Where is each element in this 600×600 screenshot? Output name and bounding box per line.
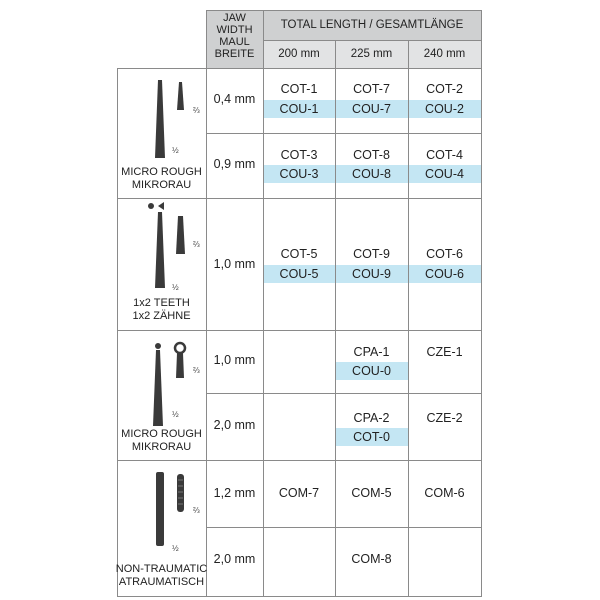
table-cell: COU-7 <box>352 102 391 116</box>
length-200: 200 mm <box>278 48 320 60</box>
table-cell: COU-4 <box>425 167 464 181</box>
length-225: 225 mm <box>350 48 393 60</box>
group-label: 1x2 ZÄHNE <box>132 310 191 322</box>
group-label: 1x2 TEETH <box>133 297 190 309</box>
table-cell: COU-1 <box>279 102 319 116</box>
group-label: ATRAUMATISCH <box>118 576 205 588</box>
fraction-label: ⅔ <box>193 106 200 115</box>
table-cell: COU-3 <box>279 167 319 181</box>
total-length-header: TOTAL LENGTH / GESAMTLÄNGE <box>280 19 464 31</box>
teeth-instrument-icon <box>150 212 190 290</box>
fraction-label: ⅔ <box>193 240 200 249</box>
table-cell: COT-8 <box>353 148 390 162</box>
table-cell: COT-5 <box>280 247 318 261</box>
fraction-label: ½ <box>172 283 179 292</box>
jaw-width-cell: 0,4 mm <box>213 92 256 106</box>
table-cell: COU-8 <box>352 167 391 181</box>
table-cell: COM-5 <box>351 486 392 500</box>
table-cell: COM-7 <box>278 486 320 500</box>
fraction-label: ½ <box>172 410 179 419</box>
teeth-tip-icon <box>146 200 168 212</box>
fraction-label: ½ <box>172 146 179 155</box>
group-label: MIKRORAU <box>131 441 192 453</box>
jaw-width-cell: 0,9 mm <box>213 157 256 171</box>
table-cell: COT-7 <box>353 82 390 96</box>
group-label: MICRO ROUGH <box>121 428 202 440</box>
table-cell: COU-2 <box>425 102 464 116</box>
fraction-label: ½ <box>172 544 179 553</box>
table-cell: COT-4 <box>426 148 463 162</box>
jaw-width-cell: 1,2 mm <box>213 486 256 500</box>
table-cell: COU-6 <box>425 267 464 281</box>
fraction-label: ⅔ <box>193 506 200 515</box>
group-label: MICRO ROUGH <box>121 166 202 178</box>
table-cell: COT-0 <box>353 430 390 444</box>
length-240: 240 mm <box>423 48 466 60</box>
jaw-width-header: JAW WIDTH MAUL BREITE <box>214 12 255 60</box>
jaw-width-cell: 1,0 mm <box>213 257 256 271</box>
table-cell: COU-9 <box>352 267 391 281</box>
table-cell: COT-3 <box>280 148 318 162</box>
table-cell: COM-6 <box>424 486 465 500</box>
table-cell: CZE-2 <box>426 411 463 425</box>
jaw-width-cell: 2,0 mm <box>213 418 256 432</box>
group-label: NON-TRAUMATIC <box>115 563 208 575</box>
ring-tip-instrument-icon <box>148 340 192 428</box>
jaw-width-cell: 1,0 mm <box>213 353 256 367</box>
group-label: MIKRORAU <box>131 179 192 191</box>
table-cell: COU-5 <box>279 267 319 281</box>
jaw-width-cell: 2,0 mm <box>213 552 256 566</box>
non-traumatic-instrument-icon <box>150 470 192 548</box>
table-cell: CPA-2 <box>353 411 390 425</box>
table-cell: COM-8 <box>351 552 392 566</box>
table-cell: COT-6 <box>426 247 463 261</box>
table-cell: COT-9 <box>353 247 390 261</box>
table-cell: CZE-1 <box>426 345 463 359</box>
table-cell: COU-0 <box>352 364 391 378</box>
fraction-label: ⅔ <box>193 366 200 375</box>
table-cell: COT-1 <box>280 82 318 96</box>
table-cell: COT-2 <box>426 82 463 96</box>
micro-rough-instrument-icon <box>150 80 190 160</box>
table-cell: CPA-1 <box>353 345 390 359</box>
